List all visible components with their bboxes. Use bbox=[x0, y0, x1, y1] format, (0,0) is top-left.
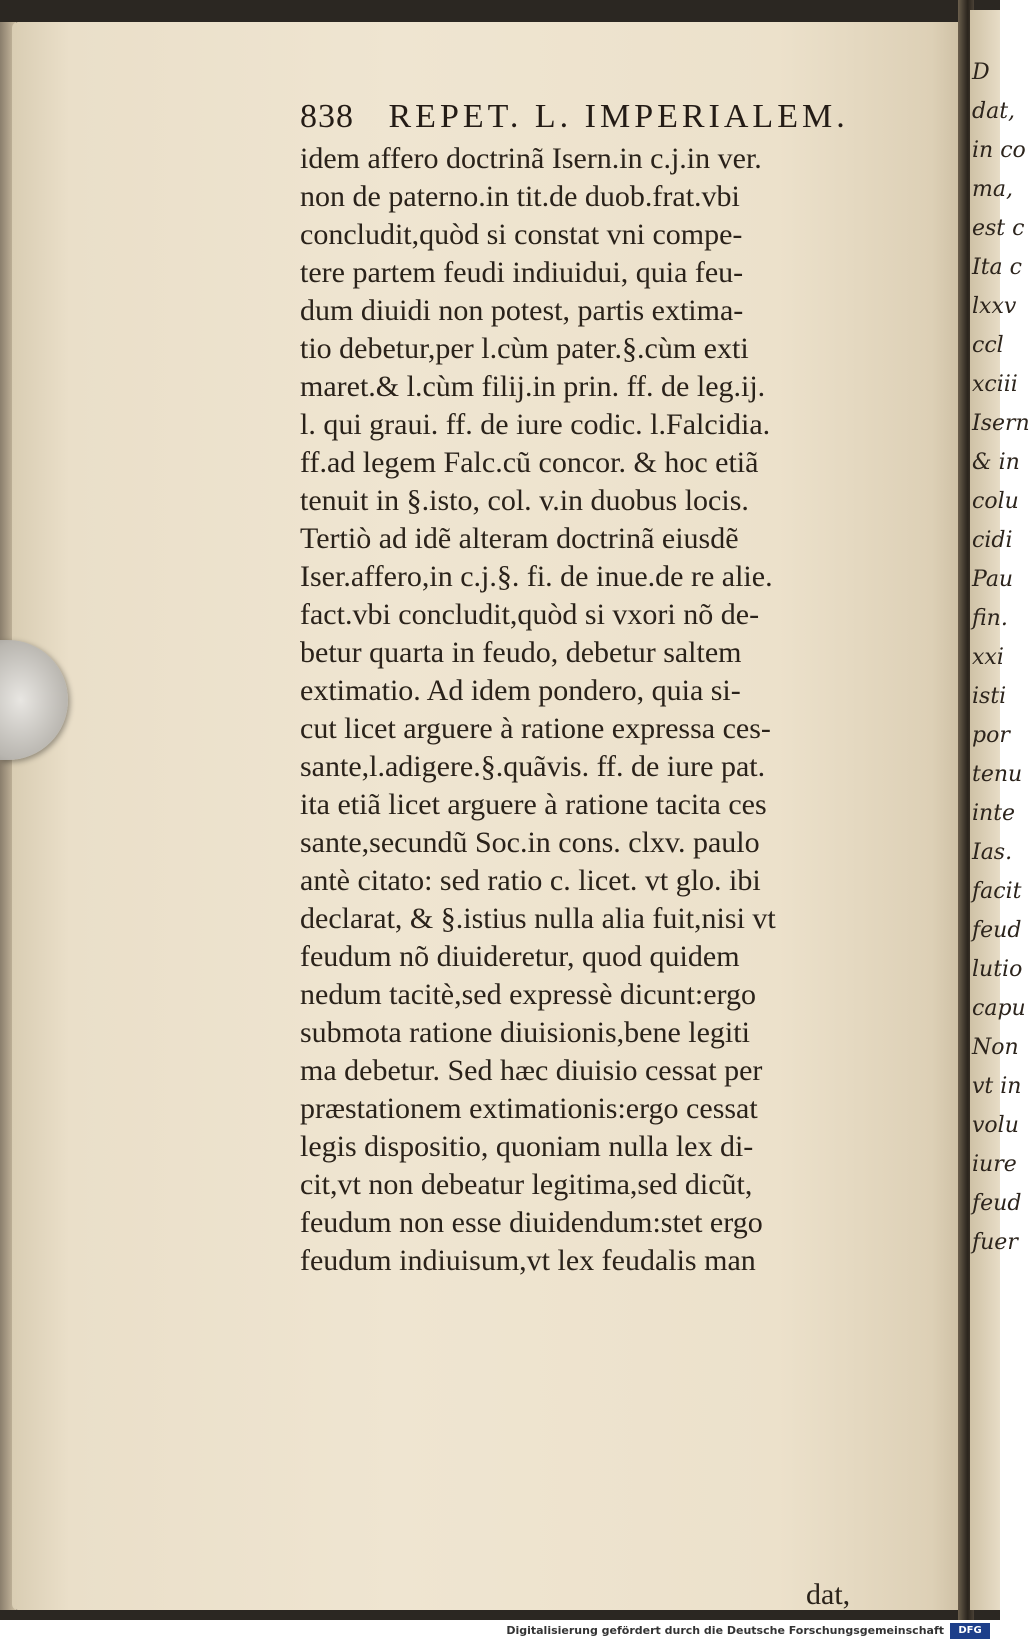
facing-page-fragment: ccl bbox=[972, 333, 1004, 358]
facing-page-fragment: iure bbox=[972, 1152, 1017, 1177]
facing-page-fragment: isti bbox=[972, 684, 1007, 709]
facing-page-fragment: lutio bbox=[972, 957, 1023, 982]
facing-page-fragment: fuer bbox=[972, 1230, 1018, 1255]
text-line: tenuit in §.isto, col. v.in duobus locis. bbox=[300, 484, 749, 517]
text-line: præstationem extimationis:ergo cessat bbox=[300, 1092, 758, 1125]
text-line: dum diuidi non potest, partis extima- bbox=[300, 294, 744, 327]
text-line: nedum tacitè,sed expressè dicunt:ergo bbox=[300, 978, 756, 1011]
text-line: cit,vt non debeatur legitima,sed dicũt, bbox=[300, 1168, 753, 1201]
running-head-title: REPET. L. IMPERIALEM. bbox=[388, 98, 849, 135]
text-line: ff.ad legem Falc.cũ concor. & hoc etiã bbox=[300, 446, 759, 479]
facing-page-fragment: Non bbox=[972, 1035, 1019, 1060]
facing-page-fragment: & in bbox=[972, 450, 1020, 475]
text-line: concludit,quòd si constat vni compe- bbox=[300, 218, 743, 251]
facing-page-fragment: feud bbox=[972, 1191, 1022, 1216]
facing-page-fragment: fin. bbox=[972, 606, 1008, 631]
facing-page-fragment: feud bbox=[972, 918, 1022, 943]
body-text bbox=[300, 140, 880, 1280]
text-line: fact.vbi concludit,quòd si vxori nõ de- bbox=[300, 598, 760, 631]
facing-page-fragment: Isern bbox=[972, 411, 1030, 436]
text-line: extimatio. Ad idem pondero, quia si- bbox=[300, 674, 741, 707]
facing-page-fragment: ma, bbox=[972, 177, 1013, 202]
footer-credit: Digitalisierung gefördert durch die Deutsche Forschungsgemeinschaft bbox=[506, 1624, 944, 1637]
facing-page-fragment: lxxv bbox=[972, 294, 1017, 319]
facing-page-fragment: por bbox=[972, 723, 1010, 748]
text-line: betur quarta in feudo, debetur saltem bbox=[300, 636, 742, 669]
text-line: submota ratione diuisionis,bene legiti bbox=[300, 1016, 750, 1049]
facing-page-fragment: inte bbox=[972, 801, 1016, 826]
facing-page-fragment: capu bbox=[972, 996, 1026, 1021]
text-line: idem affero doctrinã Isern.in c.j.in ver. bbox=[300, 142, 762, 175]
text-line: feudum non esse diuidendum:stet ergo bbox=[300, 1206, 763, 1239]
facing-page-fragment: Ias. bbox=[972, 840, 1013, 865]
running-header bbox=[300, 98, 860, 142]
facing-page-fragment: Ita c bbox=[972, 255, 1022, 280]
facing-page-fragment: in co bbox=[972, 138, 1026, 163]
text-line: tere partem feudi indiuidui, quia feu- bbox=[300, 256, 744, 289]
dfg-logo: DFG bbox=[950, 1623, 990, 1639]
facing-page-fragment: volu bbox=[972, 1113, 1019, 1138]
facing-page-fragment: est c bbox=[972, 216, 1025, 241]
facing-page-fragment: Pau bbox=[972, 567, 1014, 592]
text-line: sante,l.adigere.§.quãvis. ff. de iure pat. bbox=[300, 750, 766, 783]
facing-page-fragment: cidi bbox=[972, 528, 1013, 553]
footer-bar bbox=[0, 1620, 1000, 1644]
text-line: legis dispositio, quoniam nulla lex di- bbox=[300, 1130, 754, 1163]
text-line: ita etiã licet arguere à ratione tacita ces bbox=[300, 788, 767, 821]
text-line: declarat, & §.istius nulla alia fuit,nisi vt bbox=[300, 902, 776, 935]
text-line: cut licet arguere à ratione expressa ces- bbox=[300, 712, 771, 745]
catchword: dat, bbox=[806, 1578, 851, 1611]
facing-page-fragment: facit bbox=[972, 879, 1022, 904]
text-line: l. qui graui. ff. de iure codic. l.Falcidia. bbox=[300, 408, 771, 441]
page-number: 838 bbox=[300, 98, 354, 135]
text-line: maret.& l.cùm filij.in prin. ff. de leg.ij. bbox=[300, 370, 766, 403]
facing-page-fragment: dat, bbox=[972, 99, 1016, 124]
text-line: Iser.affero,in c.j.§. fi. de inue.de re alie. bbox=[300, 560, 773, 593]
text-line: ma debetur. Sed hæc diuisio cessat per bbox=[300, 1054, 763, 1087]
facing-page-fragment: D bbox=[972, 60, 990, 85]
facing-page-fragment: vt in bbox=[972, 1074, 1022, 1099]
text-line: non de paterno.in tit.de duob.frat.vbi bbox=[300, 180, 740, 213]
facing-page-fragment: xxi bbox=[972, 645, 1004, 670]
text-line: feudum nõ diuideretur, quod quidem bbox=[300, 940, 740, 973]
facing-page-fragment: xciii bbox=[972, 372, 1018, 397]
text-line: antè citato: sed ratio c. licet. vt glo. ibi bbox=[300, 864, 761, 897]
text-line: Tertiò ad idẽ alteram doctrinã eiusdẽ bbox=[300, 522, 739, 555]
text-line: sante,secundũ Soc.in cons. clxv. paulo bbox=[300, 826, 760, 859]
text-line: tio debetur,per l.cùm pater.§.cùm exti bbox=[300, 332, 749, 365]
facing-page-fragment: colu bbox=[972, 489, 1019, 514]
facing-page-edge bbox=[970, 10, 1030, 1610]
facing-page-fragment: tenu bbox=[972, 762, 1023, 787]
text-line: feudum indiuisum,vt lex feudalis man bbox=[300, 1244, 756, 1277]
